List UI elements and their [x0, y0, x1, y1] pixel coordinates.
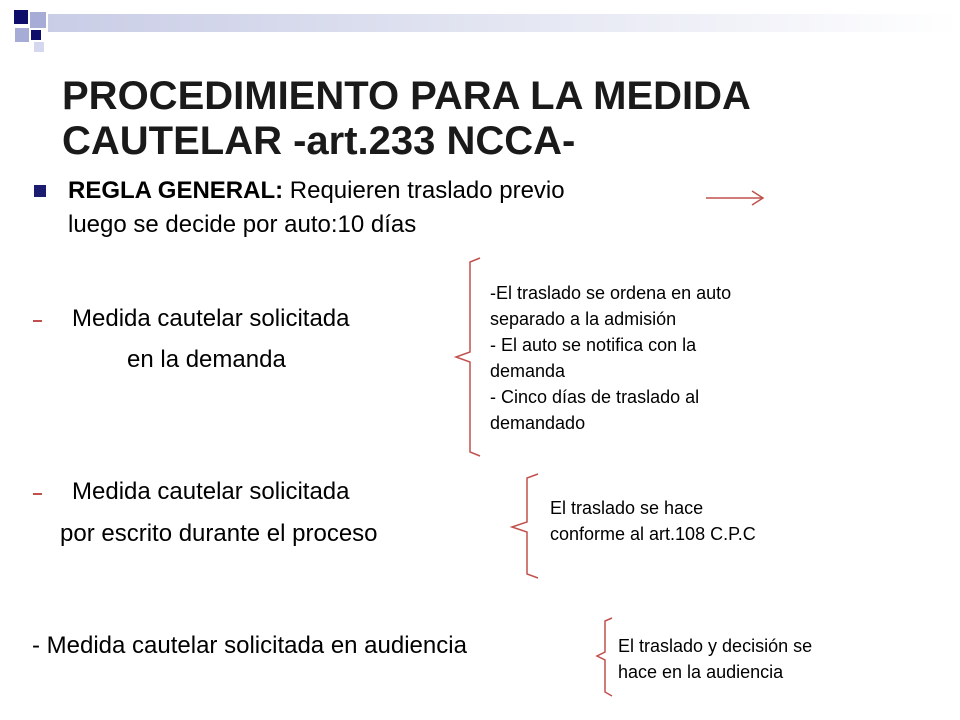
brace-case-1 [456, 258, 480, 456]
note-line: El traslado se hace [550, 498, 704, 518]
note-line: demanda [490, 361, 566, 381]
note-line: separado a la admisión [490, 309, 677, 329]
note-line: El traslado y decisión se [618, 636, 813, 656]
dash-marker [33, 493, 42, 495]
case3-line-1: - Medida cautelar solicitada en audiencia [32, 632, 467, 659]
case2-notes [550, 495, 850, 547]
dash-marker [33, 320, 42, 322]
note-line: - Cinco días de traslado al [490, 387, 700, 407]
title-line-2: CAUTELAR -art.233 NCCA- [62, 119, 576, 163]
case3-notes [618, 633, 918, 685]
case1-line-2: en la demanda [127, 346, 286, 373]
title-line-1: PROCEDIMIENTO PARA LA MEDIDA [62, 74, 751, 118]
brace-case-3 [597, 618, 612, 696]
case1-notes [490, 280, 830, 436]
brace-case-2 [512, 474, 538, 578]
case2-line-1: Medida cautelar solicitada [72, 478, 350, 505]
note-line: conforme al art.108 C.P.C [550, 524, 756, 544]
case2-line-2: por escrito durante el proceso [60, 520, 378, 547]
arrow-right-icon [706, 191, 763, 205]
note-line: - El auto se notifica con la [490, 335, 697, 355]
case1-line-1: Medida cautelar solicitada [72, 305, 350, 332]
note-line: -El traslado se ordena en auto [490, 283, 732, 303]
note-line: hace en la audiencia [618, 662, 784, 682]
rule-text-1: Requieren traslado previo [283, 177, 565, 204]
rule-line-2: luego se decide por auto:10 días [68, 211, 417, 238]
rule-label: REGLA GENERAL: [68, 177, 284, 204]
note-line: demandado [490, 413, 586, 433]
